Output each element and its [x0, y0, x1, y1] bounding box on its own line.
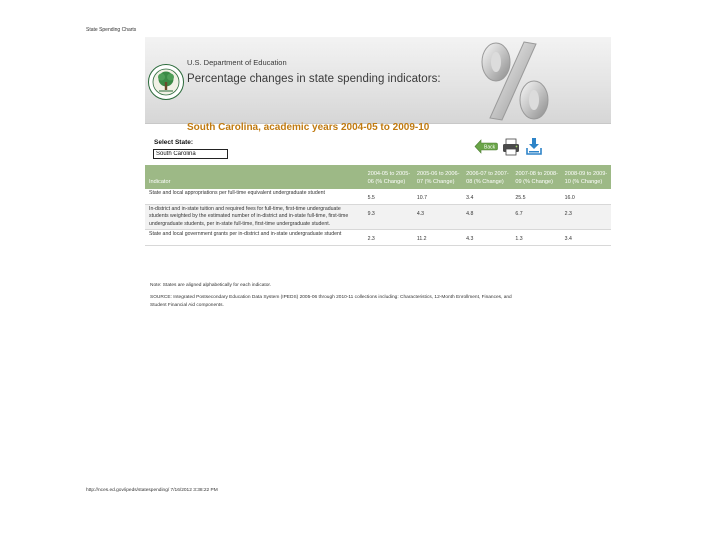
- select-state-label: Select State:: [154, 139, 194, 146]
- agency-name: U.S. Department of Education: [187, 58, 287, 67]
- value-cell: 9.3: [365, 204, 414, 230]
- column-header: 2007-08 to 2008-09 (% Change): [515, 171, 558, 185]
- table-row: [145, 189, 611, 204]
- table-header-row: [145, 165, 611, 189]
- state-select[interactable]: [153, 149, 228, 159]
- table-row: [145, 204, 611, 230]
- percent-sign-art-icon: [474, 38, 554, 122]
- page-subtitle: South Carolina, academic years 2004-05 to 2009-10: [187, 122, 430, 133]
- source-citation: SOURCE: Integrated Postsecondary Education Data System (IPEDS) 2005-06 through 2010-11 collections including: Characteristics, 12-Month Enrollment, Finances, and Student Financial Aid components.: [150, 295, 512, 308]
- column-header: 2004-05 to 2005-06 (% Change): [367, 171, 411, 185]
- download-icon[interactable]: [526, 137, 542, 156]
- value-cell: 2.3: [365, 230, 414, 246]
- value-cell: 6.7: [512, 204, 561, 230]
- banner-title: Percentage changes in state spending indicators:: [187, 73, 441, 85]
- indicator-cell: State and local appropriations per full-time equivalent undergraduate student: [145, 189, 365, 204]
- table-note: Note: States are aligned alphabetically for each indicator.: [150, 283, 272, 288]
- column-header: 2006-07 to 2007-08 (% Change): [466, 171, 509, 185]
- value-cell: 5.5: [365, 189, 414, 204]
- value-cell: 16.0: [562, 189, 611, 204]
- value-cell: 10.7: [414, 189, 463, 204]
- column-header: 2008-09 to 2009-10 (% Change): [564, 171, 608, 185]
- spending-indicators-table: [145, 165, 611, 246]
- table-row: [145, 230, 611, 246]
- department-seal-icon: [148, 64, 184, 100]
- indicator-cell: In-district and in-state tuition and required fees for full-time, first-time undergraduate students weighted by the estimated number of in-district and in-state full-time, first-time undergraduate students, per in-state full-time, first-time undergraduate student.: [145, 204, 365, 230]
- indicator-cell: State and local government grants per in-district and in-state undergraduate student: [145, 230, 365, 246]
- printer-icon[interactable]: [502, 138, 520, 156]
- value-cell: 25.5: [512, 189, 561, 204]
- back-button-label: Back: [484, 144, 496, 151]
- value-cell: 11.2: [414, 230, 463, 246]
- value-cell: 4.3: [463, 230, 512, 246]
- value-cell: 3.4: [562, 230, 611, 246]
- value-cell: 1.3: [512, 230, 561, 246]
- value-cell: 3.4: [463, 189, 512, 204]
- value-cell: 2.3: [562, 204, 611, 230]
- value-cell: 4.3: [414, 204, 463, 230]
- indicator-column-header: Indicator: [149, 179, 171, 185]
- print-page-header: State Spending Charts: [86, 27, 137, 33]
- back-button[interactable]: [474, 138, 498, 155]
- column-header: 2005-06 to 2006-07 (% Change): [416, 171, 460, 185]
- print-page-footer: http://nces.ed.gov/ipeds/statespending/ 7/16/2012 3:38:22 PM: [86, 488, 218, 493]
- value-cell: 4.8: [463, 204, 512, 230]
